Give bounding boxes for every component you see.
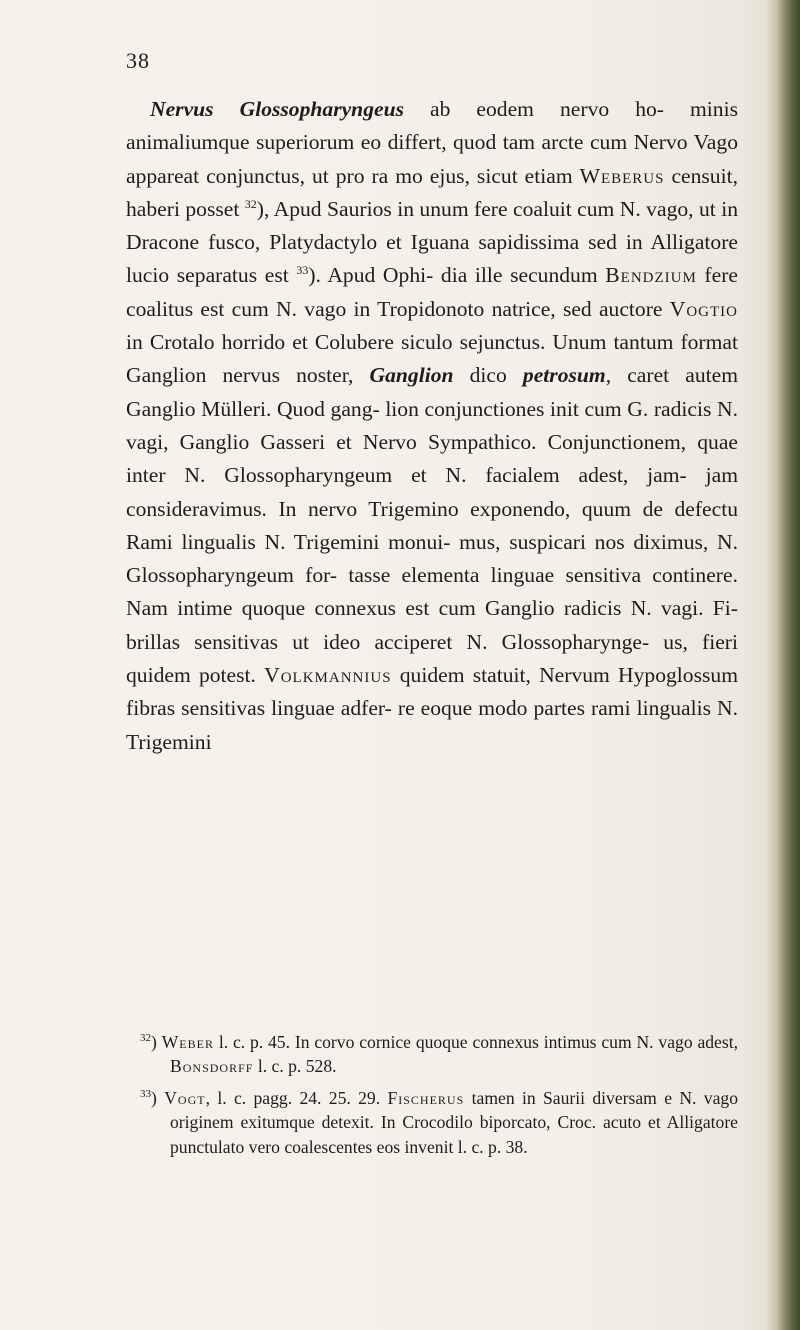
footnote-author: Vogt [164, 1087, 206, 1108]
text-line: censuit, haberi posset [126, 163, 739, 221]
term: petrosum [522, 363, 606, 388]
text-line: in Dracone fusco, Platydactylo et Iguana sapidissima [126, 196, 738, 255]
page-binding-edge [766, 0, 800, 1330]
section-title: Nervus Glossopharyngeus [150, 97, 404, 121]
text-line: us, fieri quidem potest. [126, 629, 738, 688]
footnotes [126, 1030, 738, 1166]
text-line: minis animaliumque superiorum eo differt, quod tam [126, 97, 739, 155]
footnote-author: Weber [161, 1032, 214, 1052]
text-line: quoque connexus est cum Ganglio radicis N. vagi. Fi- [241, 596, 738, 621]
footnote-ref: 33 [296, 263, 309, 278]
text-line: dico [453, 363, 507, 388]
text-line: fere coalitus est cum N. [126, 263, 738, 321]
text-line: , caret autem Ganglio Mülleri. Quod gang- [126, 363, 739, 421]
text-line: re eoque modo partes rami lingualis N. Trigemini [126, 696, 738, 754]
text-line: Crotalo horrido et Colubere siculo sejunctus. Unum [149, 330, 607, 355]
author-name: Bendzium [605, 263, 697, 288]
footnote-text: l. c. p. 45. In corvo cornice quoque connexus intimus cum N. vago adest, [213, 1032, 738, 1052]
text-line: dia ille secundum [440, 263, 606, 288]
text-line: jam consideravimus. In nervo Trigemino exponendo, [126, 463, 738, 521]
text-line: quum de defectu Rami lingualis N. Trigemini monui- [126, 496, 739, 554]
text-line: quidem statuit, [391, 663, 531, 688]
text-line: mo ejus, sicut etiam [395, 163, 580, 188]
text-line: ). Apud Ophi- [308, 263, 434, 288]
author-name: Vogtio [669, 296, 738, 321]
footnote-text: , l. c. pagg. 24. 25. 29. [205, 1087, 388, 1108]
footnote-author: Fischerus [387, 1087, 465, 1108]
footnote-marker: 33 [140, 1087, 151, 1100]
author-name: Weberus [579, 163, 665, 188]
text-line: in [126, 330, 143, 355]
footnote-32: $^{32}$) Weber l. c. p. 45. In corvo cornice quoque connexus intimus cum N. vago adest, Bonsdorff l. c. p. 528. [140, 1032, 738, 1077]
text-line: lion conjunctiones init cum G. radicis N. vagi, Ganglio [126, 396, 738, 454]
text-line: Nervum Hypoglossum fibras sensitivas linguae adfer- [126, 663, 739, 721]
text-line: tasse elementa linguae sensitiva continere. Nam intime [126, 563, 738, 621]
footnote-text: tamen in Saurii diversam e N. vago originem exitumque detexit. In Crocodilo biporcato, Croc. acuto et Alligatore punctulato vero coalescentes eos invenit l. c. p. 38. [170, 1087, 738, 1157]
text-line: inter N. Glossopharyngeum et N. facialem adest, jam- [126, 463, 687, 488]
footnote-author: Bonsdorff [170, 1056, 254, 1077]
footnote-text: l. c. p. 528. [253, 1056, 337, 1077]
footnote-marker: 32 [140, 1032, 151, 1045]
text-line: brillas sensitivas ut ideo acciperet N. Glossopharynge- [126, 629, 650, 654]
text-line: Gasseri et Nervo Sympathico. Conjunctionem, quae [260, 429, 739, 454]
page-number: 38 [126, 48, 150, 73]
text-line: Apud Saurios in unum fere coaluit cum N. vago, ut [273, 196, 716, 221]
author-name: Volkmannius [264, 663, 392, 688]
text-line: vago in Tropidonoto natrice, sed auctore [304, 296, 670, 321]
footnote-ref: 32 [244, 196, 257, 211]
main-paragraph [126, 93, 738, 759]
footnote-33: $^{33}$) Vogt, l. c. pagg. 24. 25. 29. Fischerus tamen in Saurii diversam e N. vago originem exitumque detexit. In Crocodilo biporcato, Croc. acuto et Alligatore punctulato vero coalescentes eos invenit l. c. p. 38. [140, 1087, 738, 1157]
text-line: ab eodem nervo ho- [404, 97, 664, 121]
text-line: mus, suspicari nos diximus, N. Glossopharyngeum for- [126, 529, 738, 588]
term: Ganglion [369, 363, 454, 388]
text-line: sed in Alligatore lucio separatus est [126, 230, 738, 288]
text-line: tantum format Ganglion nervus noster, [126, 330, 738, 388]
text-line: arcte cum Nervo Vago appareat conjunctus, ut pro ra [126, 130, 738, 188]
text-line: ), [256, 196, 270, 221]
